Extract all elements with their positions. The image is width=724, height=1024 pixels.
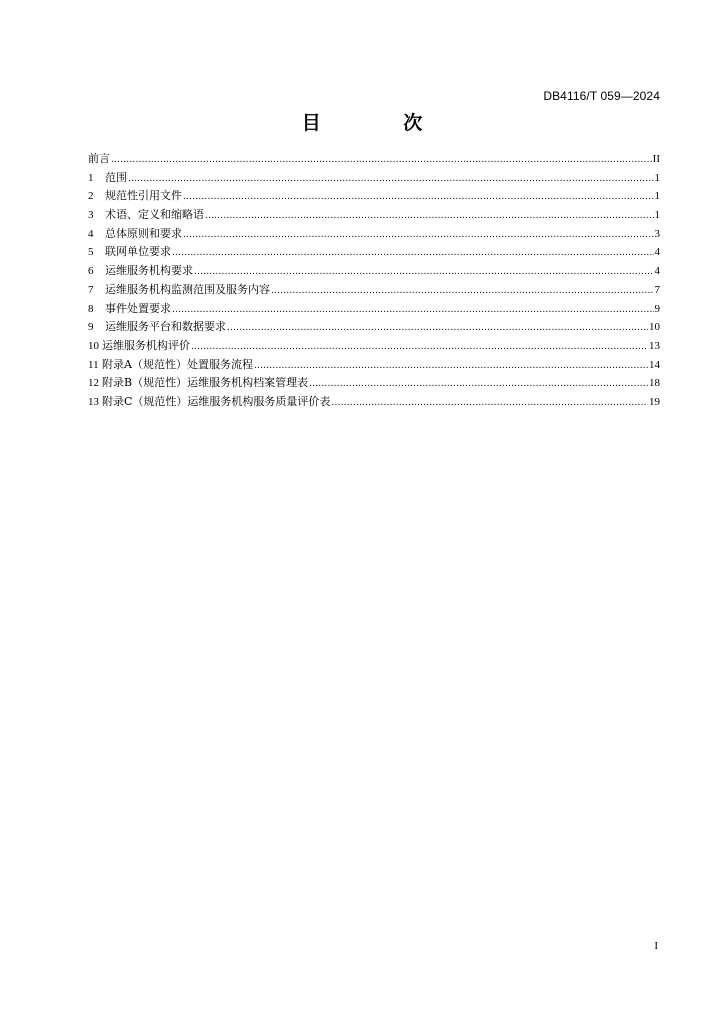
toc-entry-11[interactable] bbox=[88, 356, 660, 375]
toc-leader-dots bbox=[331, 394, 648, 413]
toc-entry-number: 7 bbox=[88, 283, 94, 296]
toc-leader-dots bbox=[172, 301, 654, 320]
toc-entry-12[interactable] bbox=[88, 374, 660, 393]
toc-entry-label: 附录B（规范性）运维服务机构档案管理表 bbox=[102, 376, 309, 390]
toc-entry-7[interactable] bbox=[88, 281, 660, 300]
toc-entry-page: 9 bbox=[654, 302, 660, 315]
toc-entry-label: 运维服务机构要求 bbox=[105, 264, 193, 278]
toc-entry-4[interactable] bbox=[88, 225, 660, 244]
toc-entry-label: 事件处置要求 bbox=[105, 301, 171, 315]
toc-entry-foreword[interactable] bbox=[88, 150, 660, 169]
toc-title: 目 次 bbox=[301, 112, 461, 134]
toc-leader-dots bbox=[205, 207, 654, 226]
toc-leader-dots bbox=[172, 244, 654, 263]
toc-leader-dots bbox=[227, 319, 648, 338]
toc-entry-label: 总体原则和要求 bbox=[105, 226, 182, 240]
toc-entry-number: 8 bbox=[88, 302, 94, 315]
toc-entry-page: 14 bbox=[649, 358, 660, 371]
toc-entry-page: 1 bbox=[654, 171, 660, 184]
toc-entry-8[interactable] bbox=[88, 300, 660, 319]
toc-entry-1[interactable] bbox=[88, 169, 660, 188]
toc-entry-6[interactable] bbox=[88, 262, 660, 281]
toc-leader-dots bbox=[111, 151, 652, 170]
toc-entry-number: 13 bbox=[88, 395, 99, 408]
toc-entry-number: 6 bbox=[88, 265, 94, 278]
toc-entry-page: 19 bbox=[649, 395, 660, 408]
toc-entry-number: 10 bbox=[88, 339, 99, 352]
toc-entry-13[interactable] bbox=[88, 393, 660, 412]
toc-entry-label: 运维服务平台和数据要求 bbox=[105, 320, 226, 334]
toc-entry-number: 4 bbox=[88, 227, 94, 240]
toc-entry-label: 附录A（规范性）处置服务流程 bbox=[102, 357, 253, 371]
toc-entry-label: 前言 bbox=[88, 152, 110, 165]
toc-entry-page: 4 bbox=[654, 246, 660, 259]
toc-entry-3[interactable] bbox=[88, 206, 660, 225]
toc-leader-dots bbox=[254, 357, 648, 376]
toc-leader-dots bbox=[309, 375, 648, 394]
toc-entry-page: II bbox=[652, 153, 660, 165]
table-of-contents bbox=[88, 150, 660, 412]
toc-entry-page: 4 bbox=[654, 265, 660, 278]
toc-entry-label: 运维服务机构评价 bbox=[102, 338, 190, 352]
toc-leader-dots bbox=[191, 338, 648, 357]
toc-entry-page: 18 bbox=[649, 377, 660, 390]
toc-entry-9[interactable] bbox=[88, 318, 660, 337]
toc-entry-page: 7 bbox=[654, 283, 660, 296]
document-code: DB4116/T 059—2024 bbox=[543, 89, 660, 103]
toc-entry-label: 联网单位要求 bbox=[105, 245, 171, 259]
toc-entry-page: 3 bbox=[654, 227, 660, 240]
toc-entry-page: 10 bbox=[649, 321, 660, 334]
toc-entry-label: 规范性引用文件 bbox=[105, 189, 182, 203]
toc-entry-number: 1 bbox=[88, 171, 94, 184]
toc-entry-label: 范围 bbox=[105, 170, 127, 184]
toc-entry-2[interactable] bbox=[88, 187, 660, 206]
toc-entry-page: 1 bbox=[654, 190, 660, 203]
toc-entry-5[interactable] bbox=[88, 243, 660, 262]
toc-leader-dots bbox=[128, 170, 654, 189]
toc-entry-label: 运维服务机构监测范围及服务内容 bbox=[105, 282, 270, 296]
toc-entry-number: 12 bbox=[88, 377, 99, 390]
toc-entry-label: 术语、定义和缩略语 bbox=[105, 208, 204, 222]
toc-leader-dots bbox=[183, 226, 654, 245]
toc-entry-label: 附录C（规范性）运维服务机构服务质量评价表 bbox=[102, 394, 331, 408]
toc-entry-number: 9 bbox=[88, 321, 94, 334]
toc-leader-dots bbox=[271, 282, 654, 301]
toc-entry-number: 2 bbox=[88, 190, 94, 203]
toc-entry-number: 3 bbox=[88, 209, 94, 222]
toc-leader-dots bbox=[194, 263, 654, 282]
toc-entry-page: 13 bbox=[649, 339, 660, 352]
toc-entry-page: 1 bbox=[654, 209, 660, 222]
toc-entry-number: 5 bbox=[88, 246, 94, 259]
toc-entry-number: 11 bbox=[88, 358, 99, 371]
toc-leader-dots bbox=[183, 188, 654, 207]
toc-entry-10[interactable] bbox=[88, 337, 660, 356]
page-number: I bbox=[654, 940, 658, 952]
